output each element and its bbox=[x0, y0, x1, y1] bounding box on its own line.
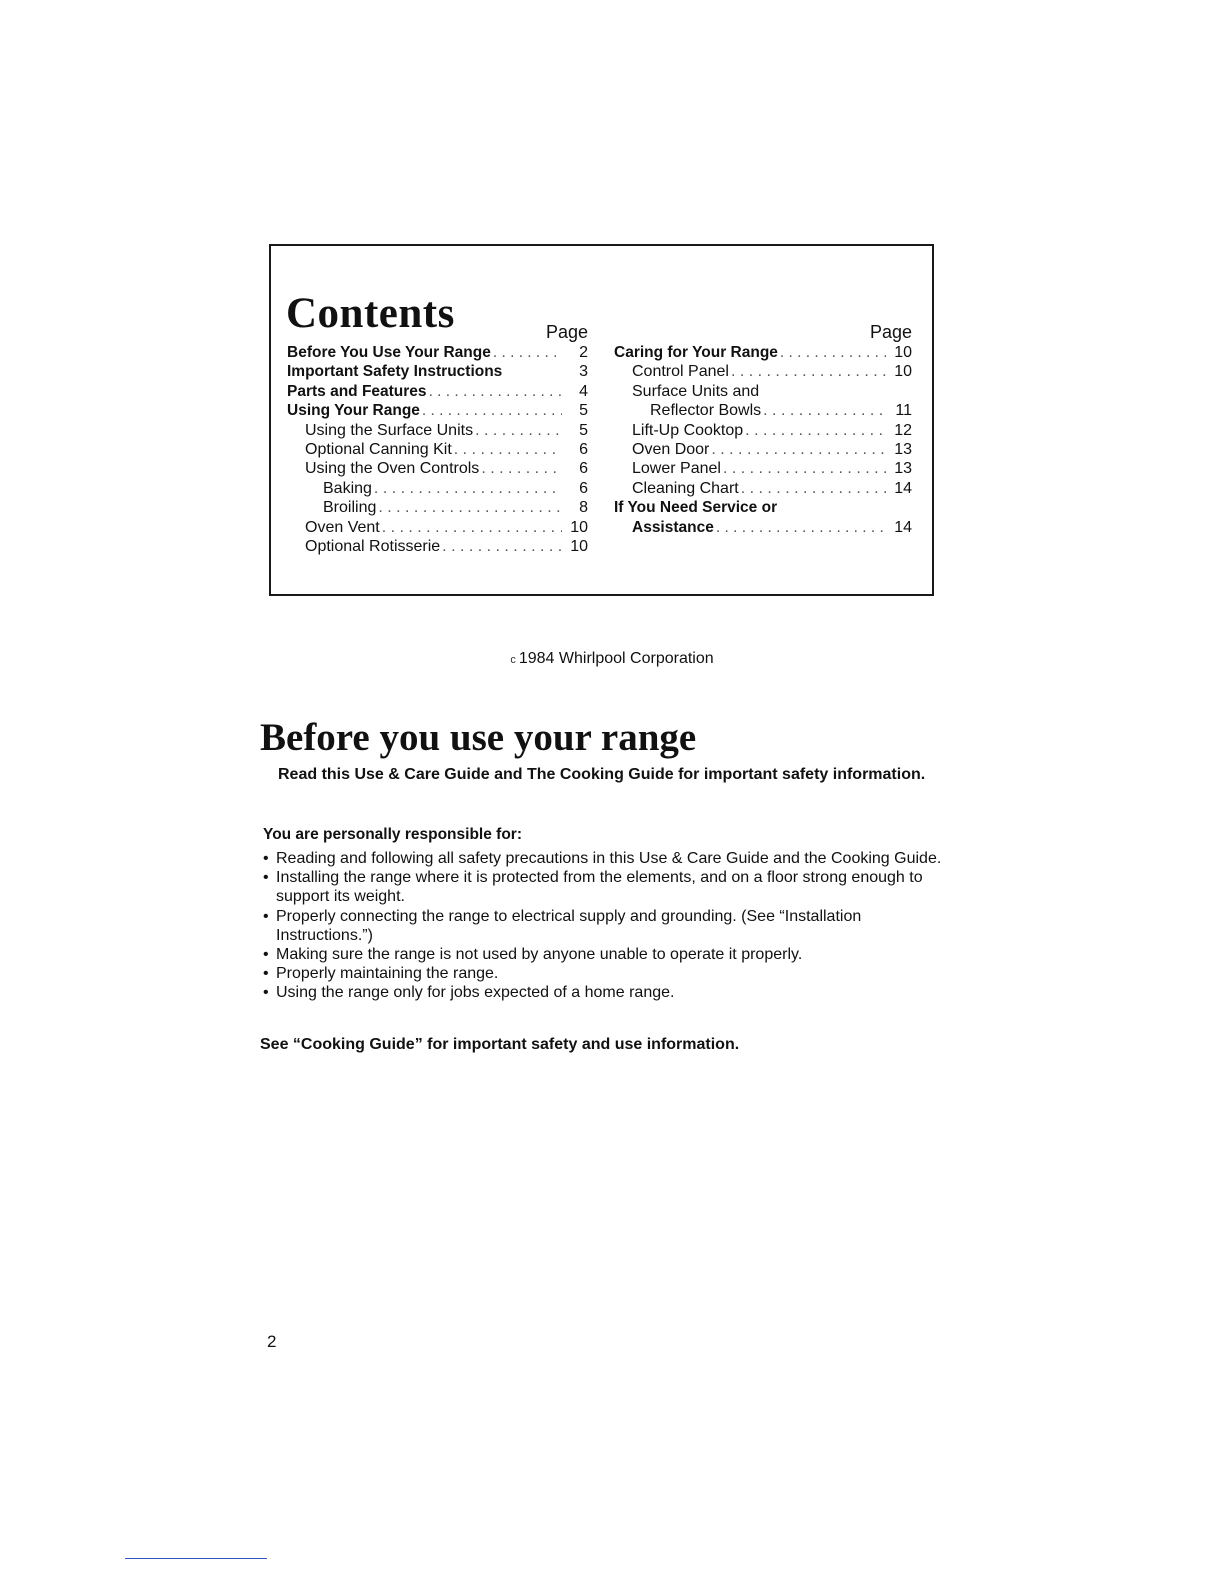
toc-entry-label: Oven Door bbox=[632, 440, 710, 458]
toc-dot-leader bbox=[420, 401, 562, 420]
toc-dot-leader bbox=[761, 401, 886, 420]
toc-entry bbox=[287, 479, 588, 498]
toc-entry-label: Caring for Your Range bbox=[614, 344, 778, 361]
toc-entry-page: 13 bbox=[894, 440, 912, 458]
list-item: • Making sure the range is not used by anyone unable to operate it properly. bbox=[263, 945, 943, 964]
toc-dot-leader bbox=[380, 518, 562, 537]
toc-left-rows bbox=[287, 343, 588, 556]
toc-entry bbox=[614, 421, 912, 440]
copyright-symbol: c bbox=[510, 654, 516, 666]
toc-entry-page: 6 bbox=[579, 440, 588, 458]
toc-entry-page: 2 bbox=[579, 344, 588, 361]
toc-entry-page: 10 bbox=[894, 363, 912, 381]
toc-dot-leader bbox=[714, 518, 886, 537]
toc-entry bbox=[287, 421, 588, 440]
responsibilities-heading: You are personally responsible for: bbox=[263, 826, 522, 843]
toc-entry bbox=[287, 382, 588, 401]
footnote-rule bbox=[125, 1558, 267, 1559]
toc-entry-label: Cleaning Chart bbox=[632, 479, 739, 497]
toc-entry-label: Lower Panel bbox=[632, 460, 721, 478]
contents-title: Contents bbox=[286, 290, 455, 337]
toc-dot-leader bbox=[709, 440, 886, 459]
toc-entry bbox=[614, 401, 912, 420]
toc-entry bbox=[287, 362, 588, 381]
toc-dot-leader bbox=[491, 343, 562, 362]
toc-entry bbox=[614, 440, 912, 459]
toc-entry-label: Lift-Up Cooktop bbox=[632, 421, 744, 439]
toc-entry-page: 11 bbox=[895, 402, 912, 420]
toc-entry bbox=[287, 440, 588, 459]
toc-entry-page: 4 bbox=[579, 382, 588, 400]
toc-dot-leader bbox=[729, 362, 886, 381]
toc-entry bbox=[287, 343, 588, 362]
toc-entry-page: 13 bbox=[894, 460, 912, 478]
toc-entry bbox=[614, 382, 912, 401]
list-item: • Properly connecting the range to electrical supply and grounding. (See “Installation Instructions.”) bbox=[263, 907, 943, 945]
toc-entry-label: Reflector Bowls bbox=[650, 402, 762, 420]
section-title: Before you use your range bbox=[260, 716, 697, 759]
toc-entry bbox=[287, 518, 588, 537]
toc-page-header: Page bbox=[545, 322, 588, 342]
toc-entry-page: 6 bbox=[579, 479, 588, 497]
toc-entry-label: Before You Use Your Range bbox=[287, 344, 491, 361]
toc-entry-label: Assistance bbox=[632, 518, 714, 536]
toc-entry-label: Surface Units and bbox=[632, 382, 760, 400]
toc-entry-page: 10 bbox=[570, 537, 588, 555]
toc-entry-page: 14 bbox=[894, 479, 912, 497]
toc-dot-leader bbox=[452, 440, 562, 459]
toc-entry-label: Optional Rotisserie bbox=[305, 537, 441, 555]
see-cooking-guide-note: See “Cooking Guide” for important safety and use information. bbox=[260, 1036, 740, 1053]
toc-dot-leader bbox=[376, 498, 562, 517]
toc-entry-label: If You Need Service or bbox=[614, 499, 778, 517]
toc-entry-page: 10 bbox=[570, 518, 588, 536]
toc-entry-label: Using the Surface Units bbox=[305, 421, 474, 439]
toc-entry-label: Using Your Range bbox=[287, 402, 420, 420]
toc-entry-label: Oven Vent bbox=[305, 518, 380, 536]
toc-dot-leader bbox=[743, 421, 886, 440]
copyright-line bbox=[0, 650, 1224, 668]
toc-entry-page: 10 bbox=[894, 344, 912, 361]
toc-entry-page: 3 bbox=[579, 363, 588, 381]
toc-entry-page: 6 bbox=[579, 460, 588, 478]
toc-entry-page: 8 bbox=[579, 499, 588, 517]
toc-entry bbox=[287, 459, 588, 478]
toc-entry-page: 5 bbox=[579, 421, 588, 439]
toc-dot-leader bbox=[778, 343, 886, 362]
toc-dot-leader bbox=[739, 479, 886, 498]
toc-left-column bbox=[287, 322, 588, 556]
toc-dot-leader bbox=[372, 479, 562, 498]
toc-entry-label: Using the Oven Controls bbox=[305, 460, 480, 478]
responsibilities-list bbox=[263, 849, 943, 1003]
list-item: • Properly maintaining the range. bbox=[263, 964, 943, 983]
toc-entry bbox=[614, 479, 912, 498]
list-item: • Reading and following all safety precautions in this Use & Care Guide and the Cooking Guide. bbox=[263, 849, 943, 868]
toc-entry-label: Control Panel bbox=[632, 363, 729, 381]
toc-entry bbox=[287, 537, 588, 556]
toc-entry-label: Baking bbox=[323, 479, 372, 497]
toc-page-header: Page bbox=[869, 322, 912, 342]
toc-dot-leader bbox=[721, 459, 886, 478]
toc-entry-label: Broiling bbox=[323, 499, 377, 517]
toc-right-column bbox=[614, 322, 912, 537]
toc-entry-label: Important Safety Instructions bbox=[287, 363, 503, 381]
toc-entry-page: 12 bbox=[894, 421, 912, 439]
toc-right-rows bbox=[614, 343, 912, 537]
toc-entry bbox=[287, 401, 588, 420]
list-item: • Installing the range where it is protected from the elements, and on a floor strong enough to support its weight. bbox=[263, 868, 943, 906]
toc-entry-page: 5 bbox=[579, 402, 588, 420]
toc-entry-label: Optional Canning Kit bbox=[305, 440, 452, 458]
toc-dot-leader bbox=[427, 382, 562, 401]
toc-dot-leader bbox=[440, 537, 562, 556]
toc-entry bbox=[614, 343, 912, 362]
toc-entry-page: 14 bbox=[894, 518, 912, 536]
list-item: • Using the range only for jobs expected of a home range. bbox=[263, 983, 943, 1002]
toc-entry bbox=[614, 518, 912, 537]
toc-dot-leader bbox=[473, 421, 562, 440]
page-number: 2 bbox=[267, 1332, 277, 1351]
toc-entry bbox=[614, 362, 912, 381]
copyright-text: 1984 Whirlpool Corporation bbox=[518, 650, 714, 667]
intro-text: Read this Use & Care Guide and The Cooking Guide for important safety information. bbox=[278, 766, 926, 783]
toc-entry bbox=[287, 498, 588, 517]
toc-entry-label: Parts and Features bbox=[287, 382, 427, 400]
toc-entry bbox=[614, 498, 912, 517]
toc-dot-leader bbox=[479, 459, 562, 478]
toc-entry bbox=[614, 459, 912, 478]
